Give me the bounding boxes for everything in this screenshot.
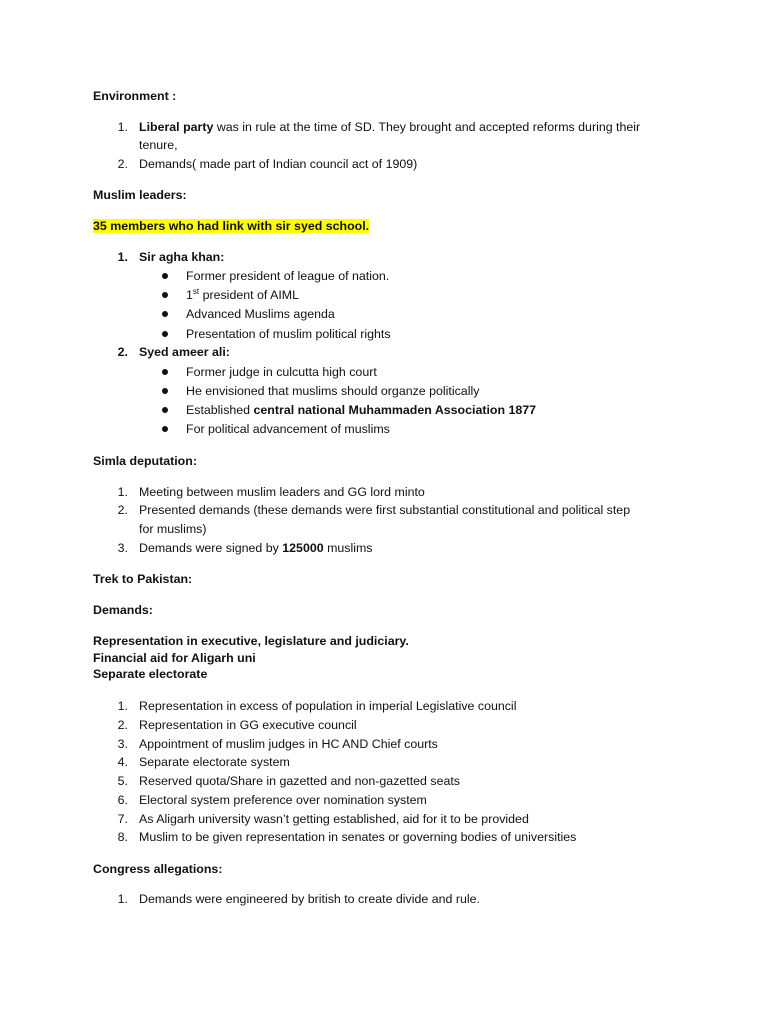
list-item: Presented demands (these demands were first substantial constitutional and political step <box>139 503 631 517</box>
list-number: 1. <box>117 485 128 499</box>
section-heading-congress: Congress allegations: <box>93 862 223 876</box>
bullet-item: For political advancement of muslims <box>186 422 390 436</box>
bullet-item: Advanced Muslims agenda <box>186 307 335 321</box>
section-heading-environment: Environment : <box>93 89 177 103</box>
bullet-icon <box>162 273 168 279</box>
list-number: 3. <box>117 737 128 751</box>
bullet-icon <box>162 369 168 375</box>
leader-name: Syed ameer ali: <box>139 345 230 359</box>
list-number: 2. <box>117 345 128 359</box>
list-number: 3. <box>117 541 128 555</box>
list-number: 1. <box>117 699 128 713</box>
list-number: 7. <box>117 812 128 826</box>
highlight-text: 35 members who had link with sir syed school. <box>93 219 370 233</box>
list-number: 1. <box>117 120 128 134</box>
list-item: Separate electorate system <box>139 755 290 769</box>
section-heading-demands: Demands: <box>93 603 153 617</box>
list-item-continuation: tenure, <box>139 138 178 152</box>
list-number: 8. <box>117 830 128 844</box>
bullet-icon <box>162 407 168 413</box>
list-item: Demands were signed by 125000 muslims <box>139 541 373 555</box>
list-number: 1. <box>117 250 128 264</box>
list-item: Demands( made part of Indian council act of 1909) <box>139 157 418 171</box>
list-number: 5. <box>117 774 128 788</box>
list-item-continuation: for muslims) <box>139 522 207 536</box>
section-heading-simla: Simla deputation: <box>93 454 197 468</box>
list-item: Electoral system preference over nomination system <box>139 793 427 807</box>
list-number: 4. <box>117 755 128 769</box>
list-item <box>139 119 640 135</box>
list-item: Appointment of muslim judges in HC AND Chief courts <box>139 737 438 751</box>
list-number: 1. <box>117 892 128 906</box>
bullet-item: Former judge in culcutta high court <box>186 365 377 379</box>
list-number: 2. <box>117 503 128 517</box>
bold-text: Liberal party <box>139 120 214 134</box>
list-number: 2. <box>117 718 128 732</box>
bullet-item: Former president of league of nation. <box>186 269 390 283</box>
item-text: was in rule at the time of SD. They brought and accepted reforms during their <box>213 120 641 134</box>
bullet-icon <box>162 292 168 298</box>
leader-name: Sir agha khan: <box>139 250 225 264</box>
list-item: Meeting between muslim leaders and GG lord minto <box>139 485 425 499</box>
demands-summary-line: Separate electorate <box>93 667 208 681</box>
bullet-icon <box>162 331 168 337</box>
list-number: 6. <box>117 793 128 807</box>
bullet-item: Presentation of muslim political rights <box>186 327 391 341</box>
list-item: Representation in excess of population in imperial Legislative council <box>139 699 517 713</box>
list-item: Reserved quota/Share in gazetted and non-gazetted seats <box>139 774 461 788</box>
section-heading-trek: Trek to Pakistan: <box>93 572 193 586</box>
bullet-item: 1st president of AIML <box>186 286 300 302</box>
highlighted-note <box>93 218 369 234</box>
section-heading-muslim-leaders: Muslim leaders: <box>93 188 187 202</box>
bullet-item: Established central national Muhammaden Association 1877 <box>186 403 537 417</box>
demands-summary-line: Financial aid for Aligarh uni <box>93 651 256 665</box>
bullet-icon <box>162 426 168 432</box>
list-item: As Aligarh university wasn’t getting established, aid for it to be provided <box>139 812 529 826</box>
list-number: 2. <box>117 157 128 171</box>
demands-summary-line: Representation in executive, legislature and judiciary. <box>93 634 409 648</box>
bullet-icon <box>162 388 168 394</box>
list-item: Demands were engineered by british to create divide and rule. <box>139 892 480 906</box>
bullet-item: He envisioned that muslims should organze politically <box>186 384 480 398</box>
list-item: Representation in GG executive council <box>139 718 357 732</box>
bullet-icon <box>162 311 168 317</box>
list-item: Muslim to be given representation in senates or governing bodies of universities <box>139 830 577 844</box>
